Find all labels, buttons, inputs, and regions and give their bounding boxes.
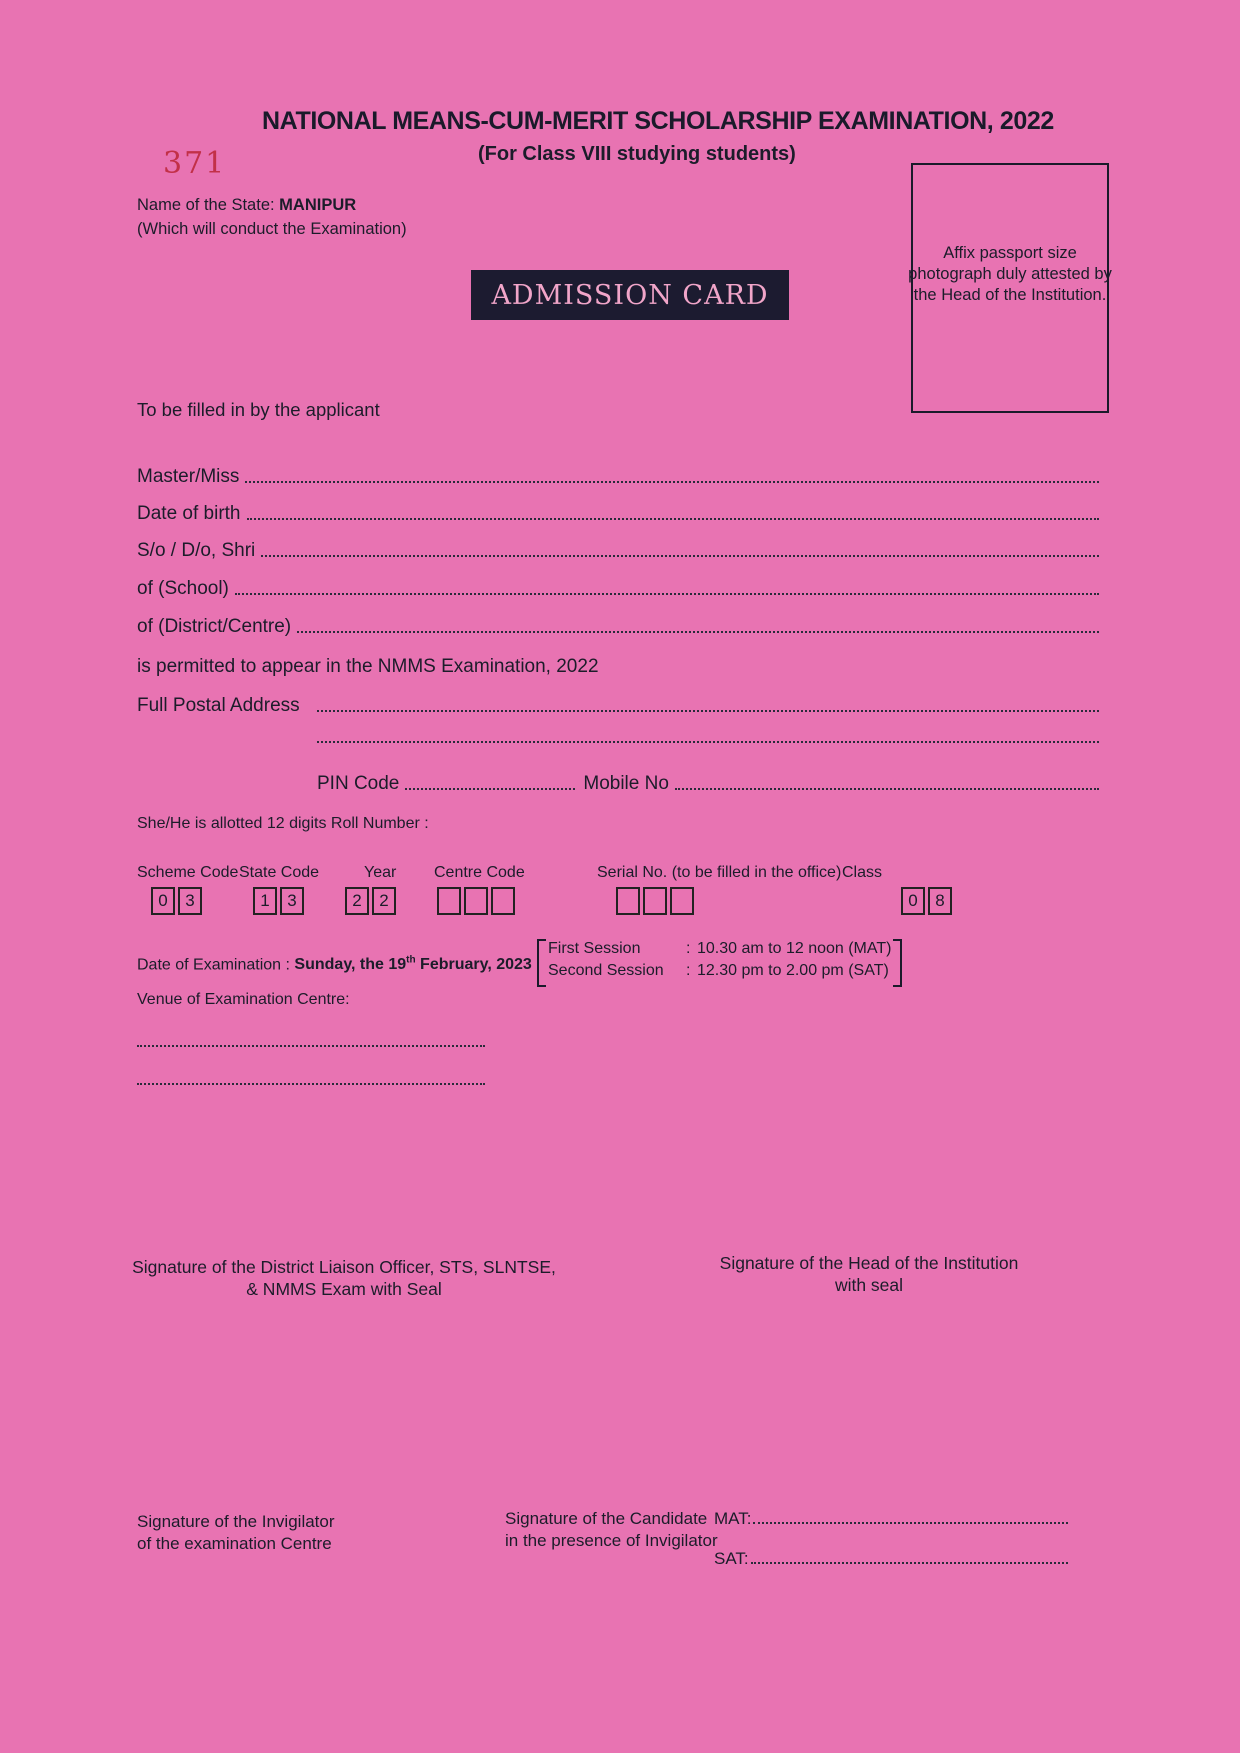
sat-row[interactable] bbox=[714, 1549, 1068, 1569]
serial-no-label: Serial No. (to be filled in the office) bbox=[597, 864, 842, 881]
master-miss-label: Master/Miss bbox=[137, 466, 240, 487]
master-miss-row[interactable] bbox=[137, 466, 1099, 488]
state-name-prefix: Name of the State: bbox=[137, 196, 280, 214]
state-name-line bbox=[137, 196, 356, 215]
first-session-time: 10.30 am to 12 noon (MAT) bbox=[697, 940, 892, 957]
school-row[interactable] bbox=[137, 578, 1099, 600]
state-code-digit: 3 bbox=[280, 887, 304, 915]
mat-row[interactable] bbox=[714, 1509, 1068, 1529]
district-label: of (District/Centre) bbox=[137, 616, 292, 637]
postal-address-field-1[interactable] bbox=[317, 709, 1099, 712]
dob-row[interactable] bbox=[137, 503, 1099, 525]
exam-title: NATIONAL MEANS-CUM-MERIT SCHOLARSHIP EXAMINATION, 2022 bbox=[262, 107, 1054, 135]
postal-address-row[interactable] bbox=[137, 695, 1099, 717]
district-field[interactable] bbox=[297, 630, 1099, 633]
state-name-value: MANIPUR bbox=[279, 196, 357, 214]
photo-box-instruction: Affix passport size photograph duly attested by the Head of the Institution. bbox=[908, 244, 1112, 304]
school-label: of (School) bbox=[137, 578, 229, 599]
pin-code-field[interactable] bbox=[405, 787, 575, 790]
candidate-signature-line2: in the presence of Invigilator bbox=[505, 1531, 718, 1550]
school-field[interactable] bbox=[235, 592, 1099, 595]
scheme-code-label: Scheme Code bbox=[137, 864, 239, 881]
first-session-colon: : bbox=[686, 940, 691, 957]
applicant-instruction: To be filled in by the applicant bbox=[137, 399, 380, 420]
state-code-label: State Code bbox=[239, 864, 320, 881]
head-signature-line1: Signature of the Head of the Institution bbox=[719, 1253, 1019, 1273]
parent-field[interactable] bbox=[261, 554, 1099, 557]
scheme-code-boxes bbox=[151, 887, 205, 915]
class-label: Class bbox=[842, 864, 883, 881]
sat-label: SAT: bbox=[714, 1549, 749, 1568]
pin-mobile-row[interactable] bbox=[317, 773, 1099, 795]
pin-code-label: PIN Code bbox=[317, 773, 400, 794]
class-boxes bbox=[901, 887, 955, 915]
district-officer-signature bbox=[112, 1256, 576, 1300]
serial-no-digit bbox=[670, 887, 694, 915]
state-code-boxes bbox=[253, 887, 307, 915]
invigilator-signature-line1: Signature of the Invigilator bbox=[137, 1512, 335, 1531]
class-digit: 0 bbox=[901, 887, 925, 915]
postal-address-field-2[interactable] bbox=[317, 741, 1099, 743]
second-session-time: 12.30 pm to 2.00 pm (SAT) bbox=[697, 962, 889, 979]
exam-date-prefix: Date of Examination : bbox=[137, 956, 295, 974]
district-officer-signature-line2: & NMMS Exam with Seal bbox=[246, 1279, 442, 1299]
head-signature bbox=[705, 1252, 1033, 1296]
state-code-digit: 1 bbox=[253, 887, 277, 915]
district-officer-signature-line1: Signature of the District Liaison Officer, STS, SLNTSE, bbox=[132, 1257, 556, 1277]
permitted-statement: is permitted to appear in the NMMS Examination, 2022 bbox=[137, 656, 599, 677]
mat-label: MAT: bbox=[714, 1509, 752, 1528]
dob-field[interactable] bbox=[247, 517, 1100, 520]
exam-subtitle: (For Class VIII studying students) bbox=[478, 143, 796, 165]
centre-code-label: Centre Code bbox=[434, 864, 525, 881]
venue-label: Venue of Examination Centre: bbox=[137, 991, 350, 1008]
dob-label: Date of birth bbox=[137, 503, 241, 524]
mat-field[interactable] bbox=[753, 1521, 1068, 1524]
scheme-code-digit: 0 bbox=[151, 887, 175, 915]
session-bracket-left bbox=[537, 939, 546, 987]
candidate-signature bbox=[505, 1508, 718, 1552]
year-digit: 2 bbox=[345, 887, 369, 915]
candidate-signature-line1: Signature of the Candidate bbox=[505, 1509, 708, 1528]
session-bracket-right bbox=[893, 939, 902, 987]
year-boxes bbox=[345, 887, 399, 915]
invigilator-signature bbox=[137, 1511, 335, 1555]
second-session-colon: : bbox=[686, 962, 691, 979]
master-miss-field[interactable] bbox=[245, 480, 1099, 483]
postal-address-label: Full Postal Address bbox=[137, 695, 300, 716]
parent-row[interactable] bbox=[137, 540, 1099, 562]
serial-no-boxes bbox=[616, 887, 697, 915]
mobile-no-field[interactable] bbox=[675, 787, 1099, 790]
exam-date-suffix: th bbox=[406, 955, 416, 966]
venue-field-1[interactable] bbox=[137, 1045, 485, 1047]
state-conduct-note: (Which will conduct the Examination) bbox=[137, 220, 407, 238]
serial-number-stamp: 371 bbox=[163, 146, 227, 181]
serial-no-digit bbox=[616, 887, 640, 915]
centre-code-digit bbox=[464, 887, 488, 915]
class-digit: 8 bbox=[928, 887, 952, 915]
first-session-label: First Session bbox=[548, 940, 641, 957]
centre-code-digit bbox=[437, 887, 461, 915]
centre-code-digit bbox=[491, 887, 515, 915]
sat-field[interactable] bbox=[751, 1561, 1068, 1564]
exam-date bbox=[137, 955, 532, 974]
exam-date-day: Sunday, the 19 bbox=[294, 956, 407, 974]
second-session-label: Second Session bbox=[548, 962, 664, 979]
invigilator-signature-line2: of the examination Centre bbox=[137, 1534, 332, 1553]
centre-code-boxes bbox=[437, 887, 518, 915]
head-signature-line2: with seal bbox=[834, 1275, 904, 1295]
scheme-code-digit: 3 bbox=[178, 887, 202, 915]
exam-date-month: February, 2023 bbox=[415, 956, 532, 974]
year-digit: 2 bbox=[372, 887, 396, 915]
year-label: Year bbox=[364, 864, 397, 881]
venue-field-2[interactable] bbox=[137, 1083, 485, 1085]
district-row[interactable] bbox=[137, 616, 1099, 638]
roll-number-label: She/He is allotted 12 digits Roll Number : bbox=[137, 815, 429, 832]
serial-no-digit bbox=[643, 887, 667, 915]
mobile-no-label: Mobile No bbox=[583, 773, 669, 794]
parent-label: S/o / D/o, Shri bbox=[137, 540, 256, 561]
admission-card-label: ADMISSION CARD bbox=[471, 270, 789, 320]
